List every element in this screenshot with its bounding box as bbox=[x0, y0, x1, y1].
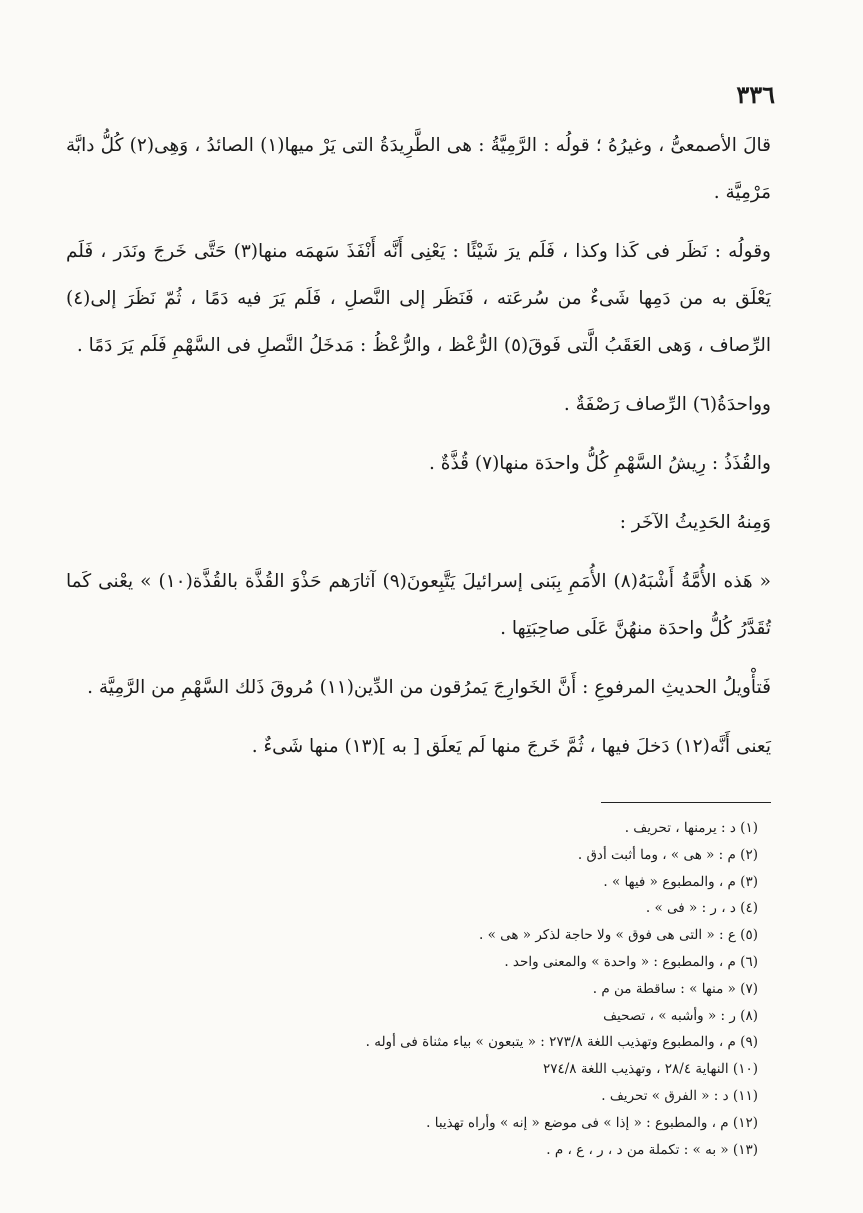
paragraph: يَعنى أَنَّه(١٢) دَخلَ فيها ، ثُمَّ خَرجَ منها لَم يَعلَق [ به ](١٣) منها شَىءٌ . bbox=[251, 736, 771, 757]
paragraph: وقولُه : نَظَر فى كَذا وكذا ، فَلَم يرَ شَيْئًا : يَعْنِى أَنَّه أَنْفَذَ سَهمَه منها(٣) حَتَّى خَرجَ ونَدَر ، فَلَم يَعْلَق به من دَمِها شَىءٌ من سُرعَته ، فَنَظَر إلى النَّصلِ ، فَلَم يَرَ فيه دَمًا ، ثُمّ نَظَرَ إلى(٤) الرِّصاف ، وَهى العَقَبُ الَّتى فَوقَ(٥) الرُّعْظ ، والرُّعْظُ : مَدخَلُ النَّصلِ فى السَّهْمِ فَلَم يَرَ دَمًا . bbox=[66, 241, 771, 356]
footnote: (٥) ع : « التى هى فوق » ولا حاجة لذكر « هى » . bbox=[479, 927, 758, 944]
paragraph: « هَذه الأُمَّةُ أَشْبَهُ(٨) الأُمَمِ بِبَنى إسرائيلَ يَتَّبِعونَ(٩) آثارَهم حَذْوَ القُذَّة بالقُذَّة(١٠) » يعْنى كَما تُقَدَّرُ كُلُّ واحدَة منهُنَّ عَلَى صاحِبَتِها . bbox=[66, 571, 771, 639]
footnote-divider bbox=[601, 802, 771, 803]
footnote: (١٠) النهاية ٢٨/٤ ، وتهذيب اللغة ٢٧٤/٨ bbox=[542, 1061, 758, 1078]
paragraph: وواحدَةُ(٦) الرِّصاف رَصْفَةٌ . bbox=[563, 394, 771, 415]
paragraph: قالَ الأصمعىُّ ، وغيرُهُ ؛ قولُه : الرَّمِيَّةُ : هى الطَّرِيدَةُ التى يَرْ ميها(١) الصائدُ ، وَهِى(٢) كُلُّ دابَّة مَرْمِيَّة . bbox=[66, 135, 771, 203]
paragraph: والقُذَذُ : رِيشُ السَّهْمِ كُلُّ واحدَة منها(٧) قُذَّةٌ . bbox=[429, 453, 771, 474]
footnote: (١٢) م ، والمطبوع : « إذا » فى موضع « إنه » وأراه تهذيبا . bbox=[426, 1114, 758, 1131]
footnote: (٣) م ، والمطبوع « فيها » . bbox=[603, 873, 758, 890]
footnote: (٤) د ، ر : « فى » . bbox=[645, 900, 758, 917]
paragraph: فَتأْويلُ الحديثِ المرفوعِ : أَنَّ الخَوارِجَ يَمرُقون من الدِّين(١١) مُروقَ ذَلك السَّهْمِ من الرَّمِيَّة . bbox=[87, 677, 771, 698]
page-number: ٣٣٦ bbox=[736, 80, 775, 109]
footnote: (٩) م ، والمطبوع وتهذيب اللغة ٢٧٣/٨ : « يتبعون » بياء مثناة فى أوله . bbox=[365, 1034, 758, 1051]
footnote: (٧) « منها » : ساقطة من م . bbox=[592, 980, 758, 997]
footnote: (١٣) « به » : تكملة من د ، ر ، ع ، م . bbox=[546, 1141, 758, 1158]
footnote: (٨) ر : « وأشبه » ، تصحيف bbox=[603, 1007, 758, 1024]
paragraph: وَمِنهُ الحَدِيثُ الآخَر : bbox=[619, 512, 771, 533]
main-text bbox=[66, 122, 771, 782]
footnote: (٦) م ، والمطبوع : « واحدة » والمعنى واحد . bbox=[504, 953, 758, 970]
footnote: (٢) م : « هى » ، وما أثبت أدق . bbox=[577, 846, 758, 863]
footnote: (١١) د : « الفرق » تحريف . bbox=[601, 1087, 758, 1104]
footnote: (١) د : يرمنها ، تحريف . bbox=[624, 820, 758, 836]
footnotes bbox=[118, 815, 758, 1163]
